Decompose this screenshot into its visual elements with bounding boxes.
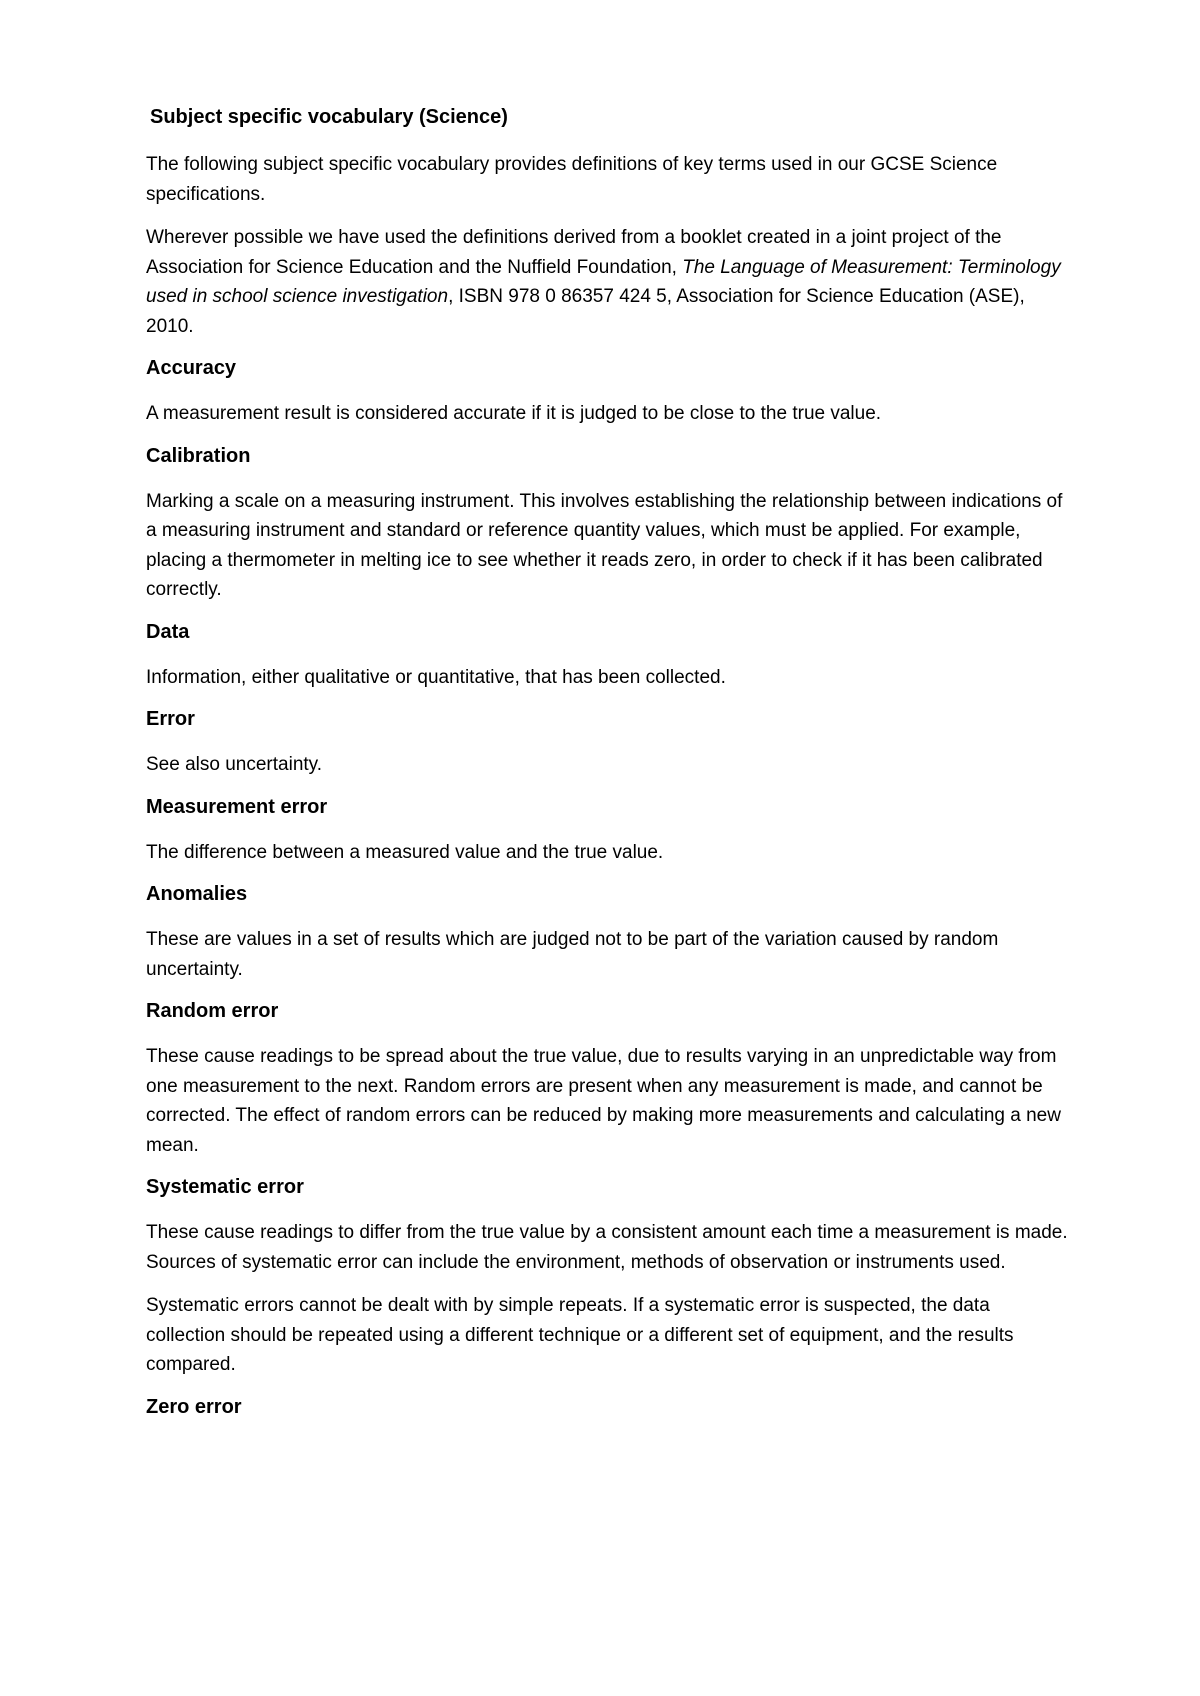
term-definition-systematic-error: These cause readings to differ from the true value by a consistent amount each time a measurement is made. Sources of systematic error can include the environment, methods of observation or instruments used. xyxy=(146,1222,1068,1273)
term-heading-zero-error: Zero error xyxy=(146,1395,242,1418)
source-paragraph xyxy=(146,223,1070,341)
term-heading-data: Data xyxy=(146,620,190,643)
term-heading-error: Error xyxy=(146,708,195,730)
source-text-end: , ISBN 978 0 86357 424 5, Association for Science Education (ASE), 2010. xyxy=(146,286,1025,337)
term-heading-calibration: Calibration xyxy=(146,444,251,467)
source-text-start: Wherever possible we have used the definitions derived from a booklet created in a joint project of the Association for Science Education and the Nuffield Foundation, xyxy=(146,227,1002,278)
term-definition-error: See also uncertainty. xyxy=(146,754,323,775)
term-definition-accuracy: A measurement result is considered accurate if it is judged to be close to the true value. xyxy=(146,403,882,424)
term-definition-anomalies: These are values in a set of results which are judged not to be part of the variation caused by random uncertainty. xyxy=(146,929,999,980)
term-definition-systematic-error-extra: Systematic errors cannot be dealt with by simple repeats. If a systematic error is suspected, the data collection should be repeated using a different technique or a different set of equipment, and the results compared. xyxy=(146,1295,1014,1375)
term-heading-anomalies: Anomalies xyxy=(146,883,248,905)
term-definition-random-error: These cause readings to be spread about the true value, due to results varying in an unpredictable way from one measurement to the next. Random errors are present when any measurement is made, and cannot be corrected. The effect of random errors can be reduced by making more measurements and calculating a new mean. xyxy=(146,1046,1061,1156)
term-heading-random-error: Random error xyxy=(146,1000,279,1022)
term-heading-accuracy: Accuracy xyxy=(146,357,237,379)
document-title: Subject specific vocabulary (Science) xyxy=(150,106,508,128)
term-definition-data: Information, either qualitative or quantitative, that has been collected. xyxy=(146,666,726,688)
term-heading-measurement-error: Measurement error xyxy=(146,795,328,818)
term-definition-measurement-error: The difference between a measured value and the true value. xyxy=(146,841,664,863)
term-definition-calibration: Marking a scale on a measuring instrument. This involves establishing the relationship between indications of a measuring instrument and standard or reference quantity values, which must be applied. For example, placing a thermometer in melting ice to see whether it reads zero, in order to check if it has been calibrated correctly. xyxy=(146,490,1063,600)
intro-paragraph: The following subject specific vocabulary provides definitions of key terms used in our GCSE Science specifications. xyxy=(146,154,998,205)
source-book-title: The Language of Measurement: Terminology used in school science investigation xyxy=(146,256,1061,307)
term-heading-systematic-error: Systematic error xyxy=(146,1176,304,1198)
